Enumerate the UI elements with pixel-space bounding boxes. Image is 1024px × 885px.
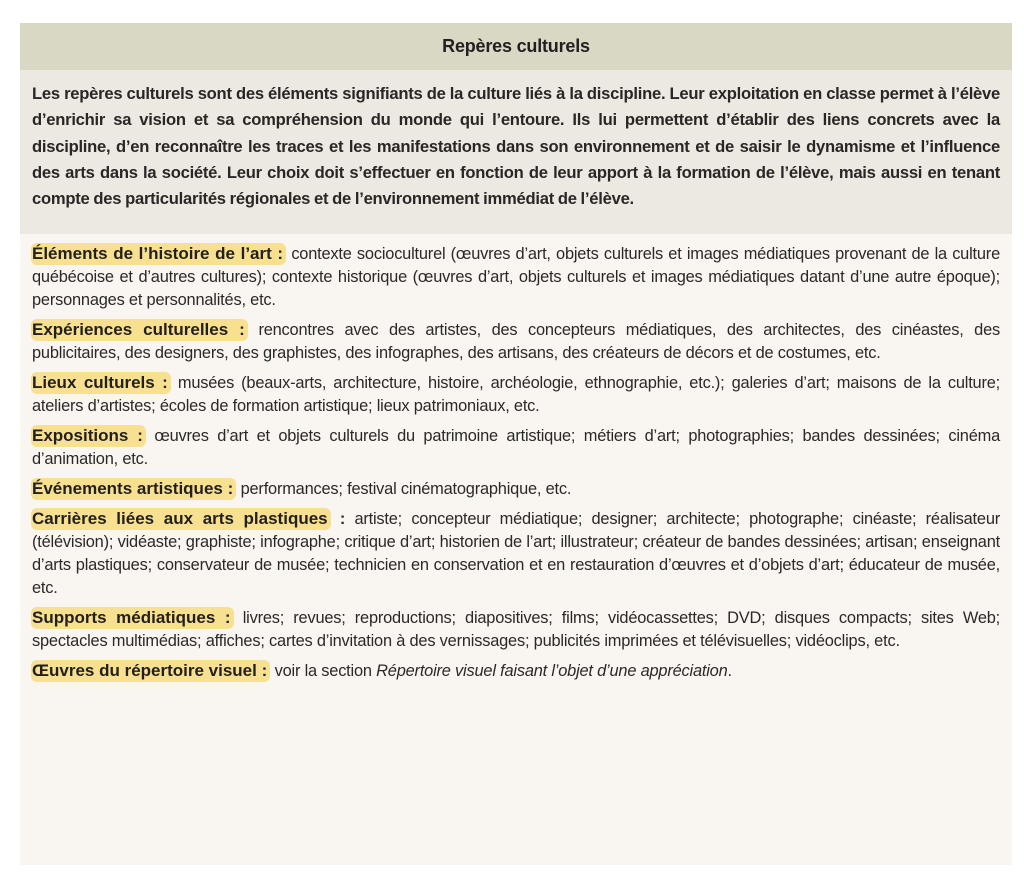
entry-lieux-culturels [32,371,1000,418]
entry-text: voir la section [270,662,377,680]
entry-separator: : [330,510,346,528]
section-reference: Répertoire visuel faisant l’objet d’une appréciation [376,662,728,680]
panel-header [20,23,1012,70]
intro-section [20,70,1012,234]
entries-list [20,234,1012,683]
entry-label: Lieux culturels : [31,372,171,394]
entry-text: œuvres d’art et objets culturels du patrimoine artistique; métiers d’art; photographies; bandes dessinées; cinéma d’animation, etc. [32,427,1000,468]
entry-label: Éléments de l’histoire de l’art : [31,243,286,265]
entry-label: Supports médiatiques : [31,607,234,629]
entry-label: Expériences culturelles : [31,319,248,341]
entry-experiences-culturelles [32,318,1000,365]
entry-text: performances; festival cinématographique, etc. [236,480,572,498]
entry-text: artiste; concepteur médiatique; designer; architecte; photographe; cinéaste; réalisateur (télévision); vidéaste; graphiste; infographe; critique d’art; historien de l’art; illustrateur; créateur de bandes dessinées; artisan; enseignant d’arts plastiques; conservateur de musée; technicien en conservation et en restauration d’œuvres et d’objets d’art; éducateur de musée, etc. [32,510,1000,597]
entry-carrieres [32,507,1000,600]
panel-title: Repères culturels [442,36,590,56]
reperes-culturels-panel [20,23,1012,865]
intro-paragraph: Les repères culturels sont des éléments signifiants de la culture liés à la discipline. Leur exploitation en classe permet à l’élève d’enrichir sa vision et sa compréhension du monde qui l’entoure. Ils lui permettent d’établir des liens concrets avec la discipline, d’en reconnaître les traces et les manifestations dans son environnement et de saisir le dynamisme et l’influence des arts dans la société. Leur choix doit s’effectuer en fonction de leur apport à la formation de l’élève, mais aussi en tenant compte des particularités régionales et de l’environnement immédiat de l’élève. [32,84,1000,209]
entry-label: Expositions : [31,425,146,447]
entry-text: musées (beaux-arts, architecture, histoire, archéologie, ethnographie, etc.); galeries d’art; maisons de la culture; ateliers d’artistes; écoles de formation artistique; lieux patrimoniaux, etc. [32,374,1000,415]
entry-text: livres; revues; reproductions; diapositives; films; vidéocassettes; DVD; disques compacts; sites Web; spectacles multimédias; affiches; cartes d’invitation à des vernissages; publicités imprimées et télévisuelles; vidéoclips, etc. [32,609,1001,650]
entry-expositions [32,424,1000,471]
entry-label: Œuvres du répertoire visuel : [31,660,270,682]
entry-histoire-art [32,242,1000,312]
entry-supports-mediatiques [32,606,1000,653]
entry-text: rencontres avec des artistes, des concepteurs médiatiques, des architectes, des cinéastes, des publicitaires, des designers, des graphistes, des infographes, des artisans, des créateurs de décors et de costumes, etc. [32,321,1000,362]
entry-evenements-artistiques [32,477,1000,501]
entry-label: Événements artistiques : [31,478,236,500]
entry-label: Carrières liées aux arts plastiques [31,508,331,530]
entry-oeuvres-repertoire [32,659,1000,683]
entry-text: contexte socioculturel (œuvres d’art, objets culturels et images médiatiques provenant de la culture québécoise et d’autres cultures); contexte historique (œuvres d’art, objets culturels et images médiatiques datant d’une autre époque); personnages et personnalités, etc. [32,245,1000,309]
entry-text-end: . [727,662,732,680]
